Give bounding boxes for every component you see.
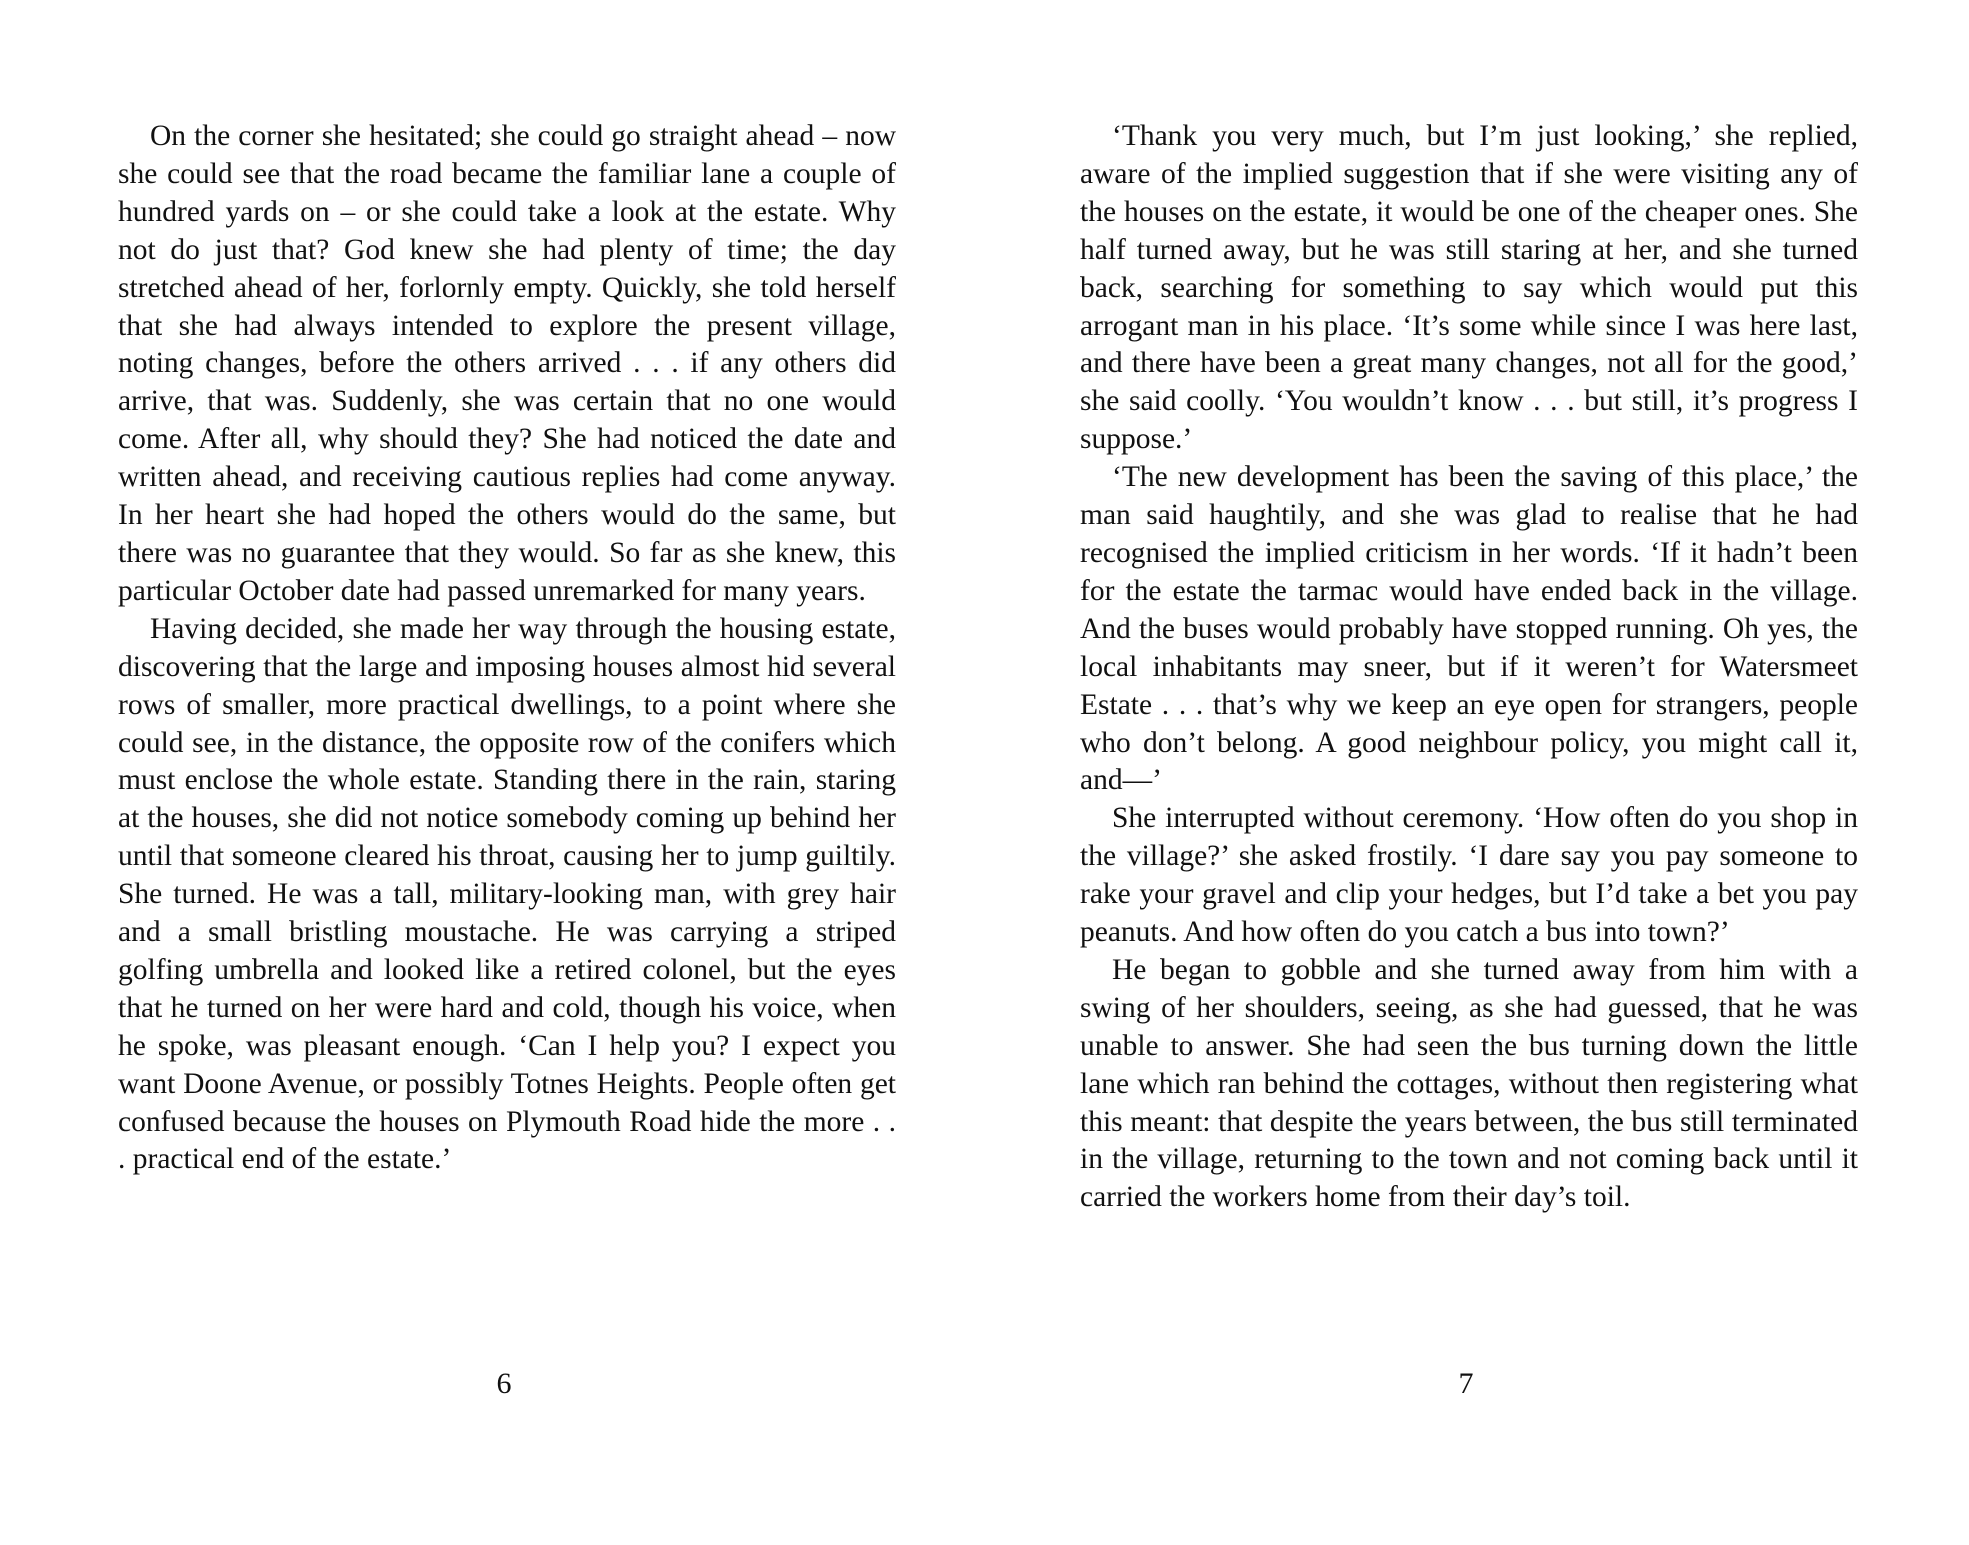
left-page (118, 118, 896, 1179)
right-page-text (1080, 118, 1858, 1217)
paragraph: ‘The new development has been the saving of this place,’ the man said haughtily, and she was glad to realise that he had recognised the implied criticism in her words. ‘If it hadn’t been for the estate the tarmac would have ended back in the village. And the buses would probably have stopped running. Oh yes, the local inhabitants may sneer, but if it weren’t for Watersmeet Estate . . . that’s why we keep an eye open for strangers, people who don’t belong. A good neighbour policy, you might call it, and—’ (1080, 461, 1858, 797)
right-page (1080, 118, 1858, 1217)
paragraph: She interrupted without ceremony. ‘How often do you shop in the village?’ she asked frostily. ‘I dare say you pay someone to rake your gravel and clip your hedges, but I’d take a bet you pay peanuts. And how often do you catch a bus into town?’ (1080, 802, 1858, 949)
paragraph: ‘Thank you very much, but I’m just looking,’ she replied, aware of the implied suggestion that if she were visiting any of the houses on the estate, it would be one of the cheaper ones. She half turned away, but he was still staring at her, and she turned back, searching for something to say which would put this arrogant man in his place. ‘It’s some while since I was here last, and there have been a great many changes, not all for the good,’ she said coolly. ‘You wouldn’t know . . . but still, it’s progress I suppose.’ (1080, 120, 1858, 456)
paragraph: On the corner she hesitated; she could go straight ahead – now she could see that the road became the familiar lane a couple of hundred yards on – or she could take a look at the estate. Why not do just that? God knew she had plenty of time; the day stretched ahead of her, forlornly empty. Quickly, she told herself that she had always intended to explore the present village, noting changes, before the others arrived . . . if any others did arrive, that was. Suddenly, she was certain that no one would come. After all, why should they? She had noticed the date and written ahead, and receiving cautious replies had come anyway. In her heart she had hoped the others would do the same, but there was no guarantee that they would. So far as she knew, this particular October date had passed unremarked for many years. (118, 120, 896, 607)
paragraph: Having decided, she made her way through the housing estate, discovering that the large and imposing houses almost hid several rows of smaller, more practical dwellings, to a point where she could see, in the distance, the opposite row of the conifers which must enclose the whole estate. Standing there in the rain, staring at the houses, she did not notice somebody coming up behind her until that someone cleared his throat, causing her to jump guiltily. She turned. He was a tall, military-looking man, with grey hair and a small bristling moustache. He was carrying a striped golfing umbrella and looked like a retired colonel, but the eyes that he turned on her were hard and cold, though his voice, when he spoke, was pleasant enough. ‘Can I help you? I expect you want Doone Avenue, or possibly Totnes Heights. People often get confused because the houses on Plymouth Road hide the more . . . practical end of the estate.’ (118, 612, 896, 1176)
page-number-right: 7 (1458, 1367, 1474, 1400)
paragraph: He began to gobble and she turned away from him with a swing of her shoulders, seeing, as she had guessed, that he was unable to answer. She had seen the bus turning down the little lane which ran behind the cottages, without then registering what this meant: that despite the years between, the bus still terminated in the village, returning to the town and not coming back until it carried the workers home from their day’s toil. (1080, 953, 1858, 1214)
left-page-text (118, 118, 896, 1179)
page-number-left: 6 (496, 1367, 512, 1400)
